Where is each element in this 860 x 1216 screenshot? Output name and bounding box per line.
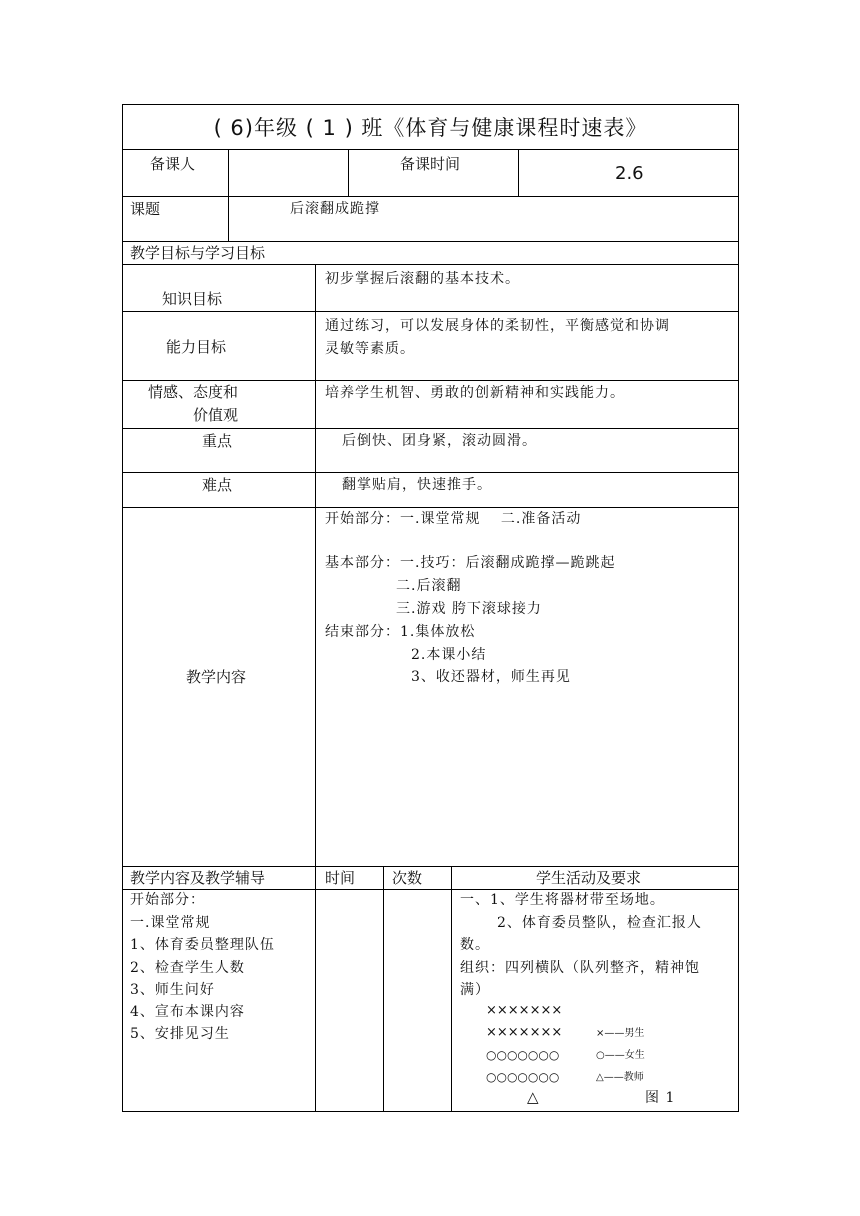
row-divider: [122, 472, 739, 473]
ability-text-line2: 灵敏等素质。: [325, 341, 415, 357]
activity-line: 数。: [460, 937, 490, 953]
row-divider: [122, 149, 739, 150]
formation-row-girls: ○○○○○○○: [486, 1048, 560, 1062]
procedure-line: 5、安排见习生: [130, 1026, 230, 1042]
key-point-text: 后倒快、团身紧，滚动圆滑。: [342, 433, 537, 449]
page-title: ( 6)年级 ( 1 ) 班《体育与健康课程时速表》: [213, 116, 648, 140]
difficulty-label: 难点: [202, 476, 233, 494]
topic-value: 后滚翻成跪撑: [290, 201, 380, 217]
content-line: 开始部分：一.课堂常规 二.准备活动: [325, 511, 582, 527]
row-divider: [122, 196, 739, 197]
formation-row-boys: ×××××××: [486, 1003, 563, 1018]
procedure-line: 3、师生问好: [130, 982, 215, 998]
prep-time-value: 2.6: [615, 163, 644, 184]
procedure-line: 开始部分：: [130, 892, 205, 908]
prep-time-label: 备课时间: [400, 155, 461, 173]
procedure-line: 一.课堂常规: [130, 915, 211, 931]
column-header: 次数: [392, 869, 423, 887]
preparer-label: 备课人: [150, 155, 196, 173]
knowledge-text: 初步掌握后滚翻的基本技术。: [325, 271, 520, 287]
content-line: 基本部分：一.技巧：后滚翻成跪撑—跪跳起: [325, 555, 616, 571]
activity-line: 2、体育委员整队，检查汇报人: [497, 915, 702, 931]
procedure-line: 1、体育委员整理队伍: [130, 937, 275, 953]
row-divider: [122, 428, 739, 429]
content-line: 二.后滚翻: [396, 578, 462, 594]
row-divider: [122, 264, 739, 265]
knowledge-label: 知识目标: [162, 290, 223, 308]
difficulty-text: 翻掌贴肩，快速推手。: [342, 477, 492, 493]
col-divider: [518, 149, 519, 196]
formation-row-girls: ○○○○○○○: [486, 1070, 560, 1084]
column-header: 学生活动及要求: [536, 869, 642, 887]
emotion-label-line1: 情感、态度和: [148, 383, 239, 401]
figure-label: 图 1: [645, 1090, 676, 1106]
topic-label: 课题: [130, 200, 161, 218]
col-divider: [228, 149, 229, 241]
col-divider: [383, 866, 384, 1112]
content-label: 教学内容: [186, 668, 247, 686]
emotion-text: 培养学生机智、勇敢的创新精神和实践能力。: [325, 385, 625, 401]
activity-line: 组织：四列横队（队列整齐，精神饱: [460, 960, 700, 976]
activity-line: 一、1、学生将器材带至场地。: [460, 892, 665, 908]
objectives-heading: 教学目标与学习目标: [130, 244, 266, 262]
column-header: 教学内容及教学辅导: [130, 869, 266, 887]
content-line: 三.游戏 胯下滚球接力: [396, 601, 542, 617]
col-divider: [315, 264, 316, 1112]
legend-female: ○——女生: [596, 1050, 645, 1061]
formation-row-boys: ×××××××: [486, 1025, 563, 1040]
ability-label: 能力目标: [166, 338, 227, 356]
emotion-label-line2: 价值观: [193, 406, 239, 424]
legend-teacher: △——教师: [596, 1072, 644, 1083]
col-divider: [348, 149, 349, 196]
content-line: 2.本课小结: [411, 647, 487, 663]
column-header: 时间: [325, 869, 356, 887]
procedure-line: 4、宣布本课内容: [130, 1004, 245, 1020]
content-line: 结束部分：1.集体放松: [325, 624, 476, 640]
ability-text-line1: 通过练习，可以发展身体的柔韧性，平衡感觉和协调: [325, 318, 670, 334]
key-point-label: 重点: [202, 432, 233, 450]
teacher-mark: △: [527, 1088, 539, 1106]
activity-line: 满）: [460, 982, 490, 998]
content-line: 3、收还器材，师生再见: [411, 669, 571, 685]
row-divider: [122, 311, 739, 312]
col-divider: [451, 866, 452, 1112]
procedure-line: 2、检查学生人数: [130, 960, 245, 976]
legend-male: ×——男生: [596, 1028, 645, 1039]
